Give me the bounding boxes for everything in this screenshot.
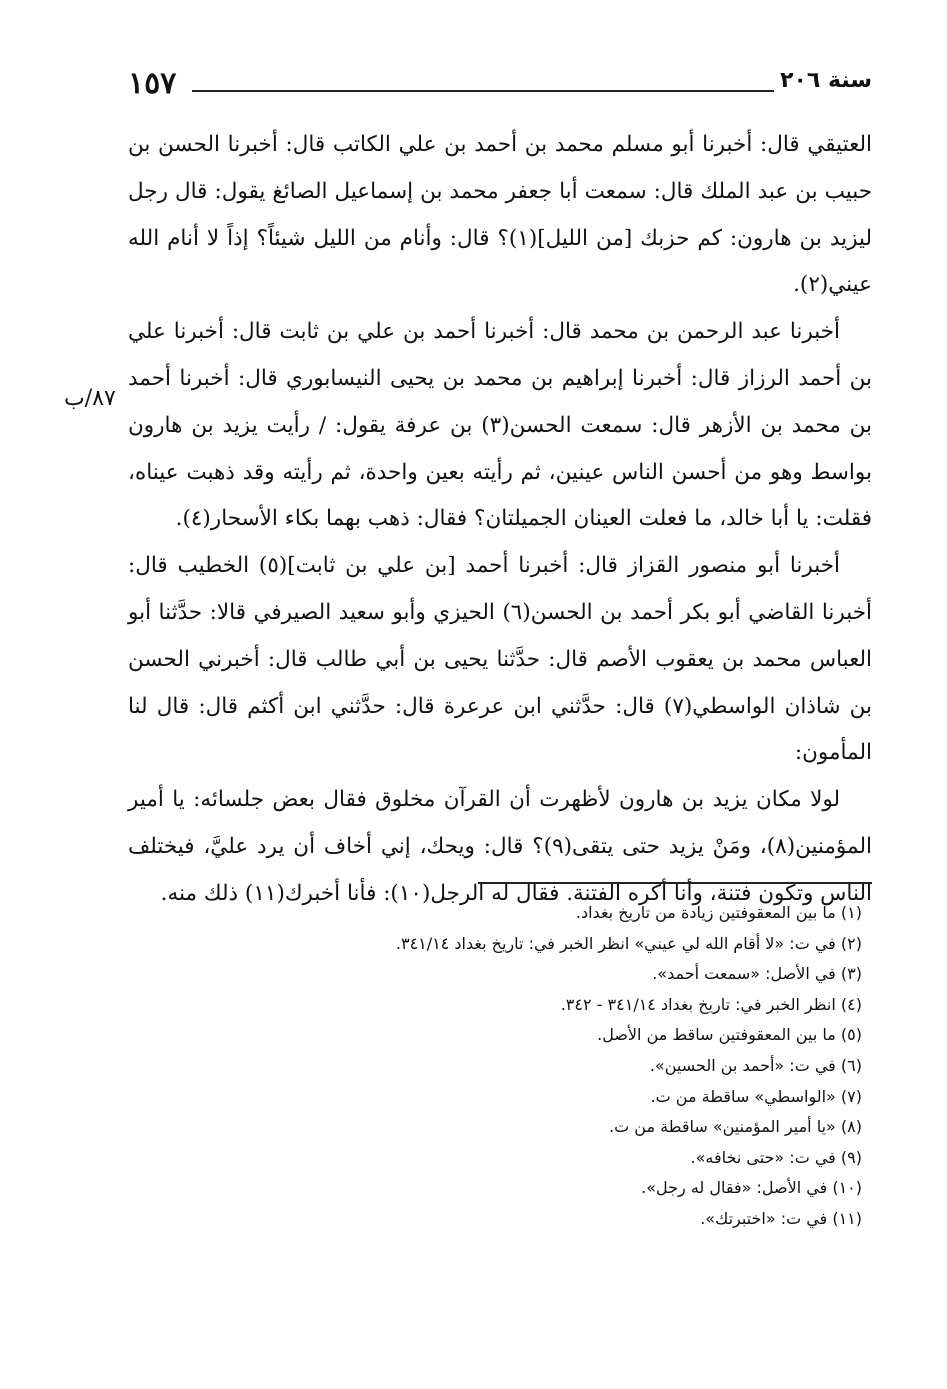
paragraph-3: أخبرنا أبو منصور القزاز قال: أخبرنا أحمد [بن علي بن ثابت](٥) الخطيب قال: أخبرنا القاضي أبو بكر أحمد بن الحسن(٦) الحيزي وأبو سعيد الصيرفي قالا: حدَّثنا أبو العباس محمد بن يعقوب الأصم قال: حدَّثنا يحيى بن أبي طالب قال: أخبرني الحسن بن شاذان الواسطي(٧) قال: حدَّثني ابن عرعرة قال: حدَّثني ابن أكثم قال: قال لنا المأمون: [128, 553, 872, 766]
footnote: (٦) في ت: «أحمد بن الحسين». [649, 1055, 862, 1075]
footnote: (١) ما بين المعقوفتين زيادة من تاريخ بغداد. [575, 903, 862, 922]
page-number: ١٥٧ [128, 66, 177, 101]
header-rule [192, 90, 774, 92]
footnotes [128, 898, 872, 1235]
footnote: (٤) انظر الخبر في: تاريخ بغداد ٣٤١/١٤ - ٣٤٢. [560, 994, 862, 1014]
footnote-separator [478, 882, 872, 884]
marginal-folio-note: ٨٧/ب [64, 386, 116, 411]
paragraph-4: لولا مكان يزيد بن هارون لأظهرت أن القرآن مخلوق فقال بعض جلسائه: يا أمير المؤمنين(٨)، ومَنْ يزيد حتى يتقى(٩)؟ قال: ويحك، إني أخاف أن يرد عليَّ، فيختلف الناس وتكون فتنة، وأنا أكره الفتنة. فقال له الرجل(١٠): فأنا أخبرك(١١) ذلك منه. [128, 787, 872, 906]
footnote: (٥) ما بين المعقوفتين ساقط من الأصل. [597, 1025, 862, 1045]
page-header [128, 66, 872, 106]
footnote: (٧) «الواسطي» ساقطة من ت. [650, 1086, 862, 1106]
footnote: (٣) في الأصل: «سمعت أحمد». [652, 964, 862, 984]
year-label: سنة ٢٠٦ [780, 68, 872, 93]
footnote: (٨) «يا أمير المؤمنين» ساقطة من ت. [609, 1117, 862, 1137]
footnote: (٩) في ت: «حتى نخافه». [690, 1147, 862, 1167]
paragraph-1: العتيقي قال: أخبرنا أبو مسلم محمد بن أحمد بن علي الكاتب قال: أخبرنا الحسن بن حبيب بن عبد الملك قال: سمعت أبا جعفر محمد بن إسماعيل الصائغ يقول: قال رجل ليزيد بن هارون: كم حزبك [من الليل](١)؟ قال: وأنام من الليل شيئاً؟ إذاً لا أنام الله عيني(٢). [128, 132, 872, 298]
footnote: (١١) في ت: «اختبرتك». [700, 1208, 862, 1228]
footnote: (٢) في ت: «لا أقام الله لي عيني» انظر الخبر في: تاريخ بغداد ٣٤١/١٤. [395, 933, 862, 953]
paragraph-2: أخبرنا عبد الرحمن بن محمد قال: أخبرنا أحمد بن علي بن ثابت قال: أخبرنا علي بن أحمد الرزاز قال: أخبرنا إبراهيم بن محمد بن يحيى النيسابوري قال: أخبرنا أحمد بن محمد بن الأزهر قال: سمعت الحسن(٣) بن عرفة يقول: / رأيت يزيد بن هارون بواسط وهو من أحسن الناس عينين، ثم رأيته بعين واحدة، ثم رأيته وقد ذهبت عيناه، فقلت: يا أبا خالد، ما فعلت العينان الجميلتان؟ فقال: ذهب بهما بكاء الأسحار(٤). [128, 319, 873, 532]
main-text [128, 122, 872, 918]
footnote: (١٠) في الأصل: «فقال له رجل». [641, 1178, 862, 1198]
